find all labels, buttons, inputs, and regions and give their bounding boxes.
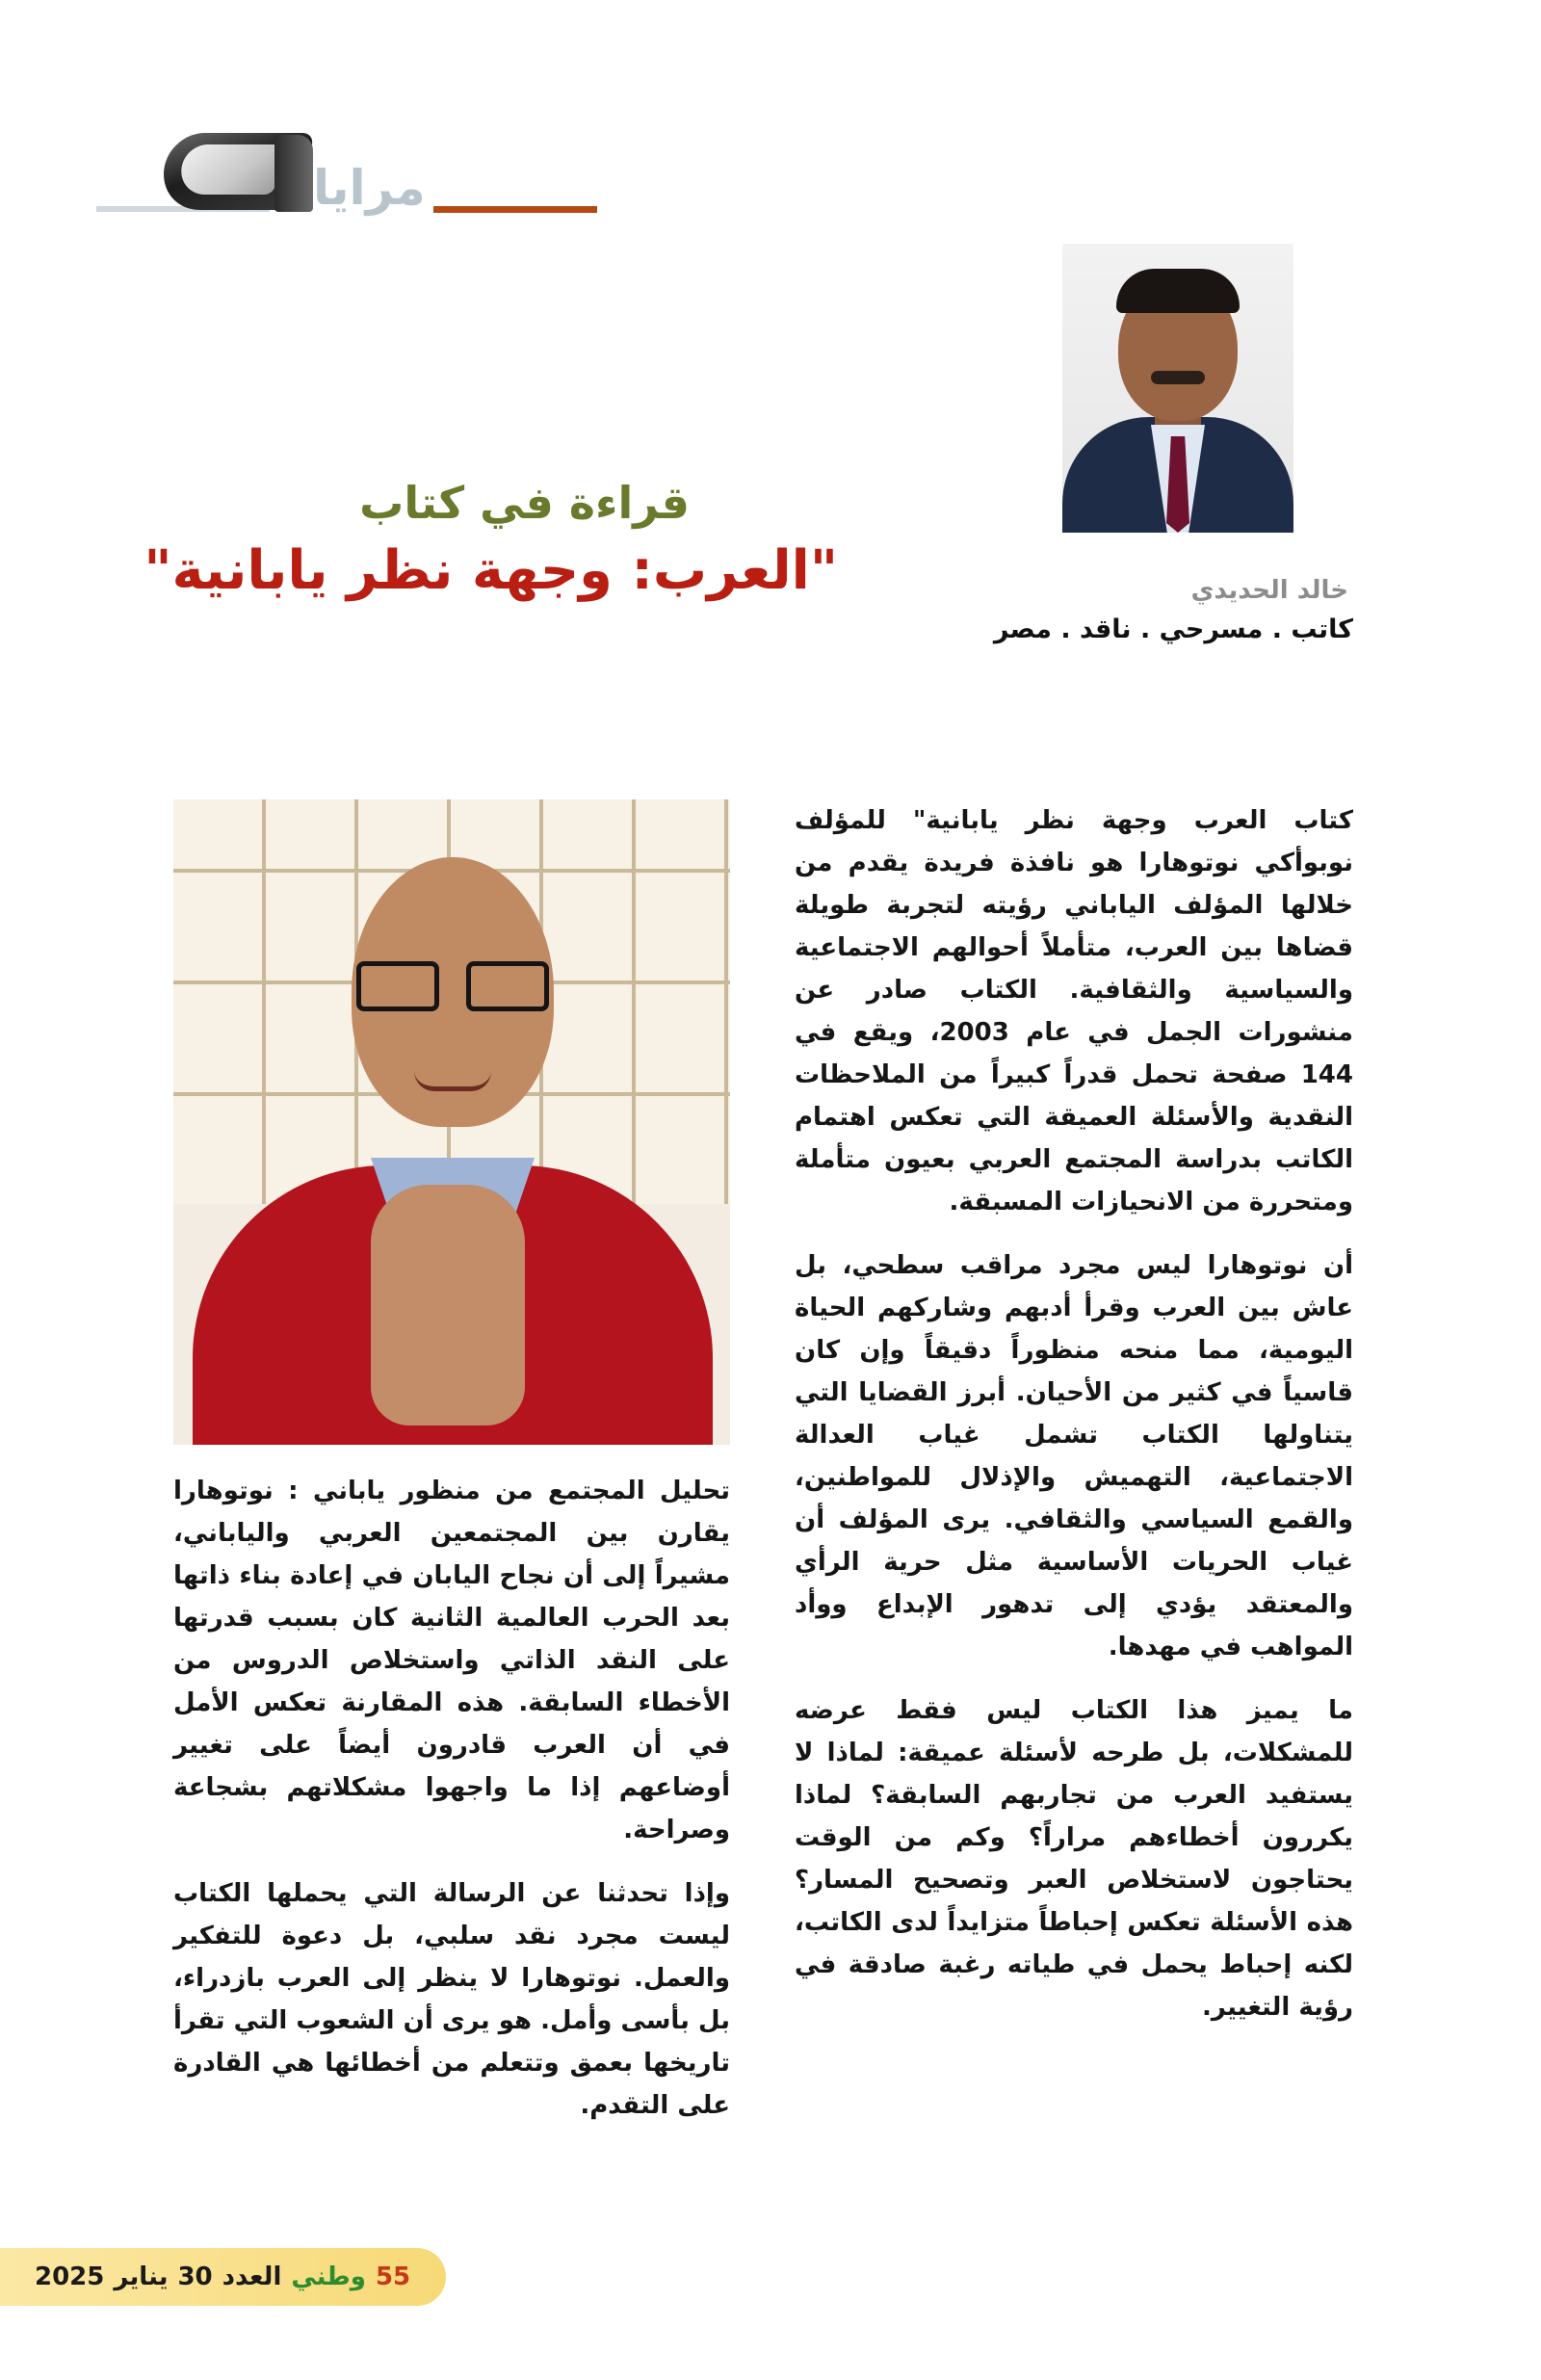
article-kicker: قراءة في كتاب: [359, 477, 690, 529]
author-role: كاتب . مسرحي . ناقد . مصر: [993, 615, 1353, 644]
footer-bar: [0, 2248, 446, 2306]
paragraph: تحليل المجتمع من منظور ياباني : نوتوهارا يقارن بين المجتمعين العربي والياباني، مشيراً إلى أن نجاح اليابان في إعادة بناء ذاتها بعد الحرب العالمية الثانية كان بسبب قدرتها على النقد الذاتي واستخلاص الدروس من الأخطاء السابقة. هذه المقارنة تعكس الأمل في أن العرب قادرون أيضاً على تغيير أوضاعهم إذا ما واجهوا مشكلاتهم بشجاعة وصراحة.: [173, 1477, 730, 1844]
footer-issue-label: العدد: [222, 2262, 282, 2291]
section-mark: [96, 125, 597, 222]
paragraph: وإذا تحدثنا عن الرسالة التي يحملها الكتاب ليست مجرد نقد سلبي، بل دعوة للتفكير والعمل. نوتوهارا لا ينظر إلى العرب بازدراء، بل بأسى وأمل. هو يرى أن الشعوب التي تقرأ تاريخها بعمق وتتعلم من أخطائها هي القادرة على التقدم.: [173, 1879, 730, 2120]
author-name: خالد الحديدي: [1190, 576, 1348, 605]
section-label: مرايا: [313, 160, 426, 216]
car-mirror-arm: [274, 135, 313, 212]
article-column-left: [173, 1470, 730, 2148]
author-photo: [1062, 244, 1293, 533]
footer-magazine: وطني: [291, 2262, 366, 2291]
footer-month: يناير: [114, 2262, 169, 2291]
paragraph: أن نوتوهارا ليس مجرد مراقب سطحي، بل عاش بين العرب وقرأ أدبهم وشاركهم الحياة اليومية، مما منحه منظوراً دقيقاً وإن كان قاسياً في كثير من الأحيان. أبرز القضايا التي يتناولها الكتاب تشمل غياب العدالة الاجتماعية، التهميش والإذلال للمواطنين، والقمع السياسي والثقافي. يرى المؤلف أن غياب الحريات الأساسية مثل حرية الرأي والمعتقد يؤدي إلى تدهور الإبداع ووأد المواهب في مهدها.: [795, 1251, 1353, 1661]
article-column-right: [795, 799, 1353, 2050]
article-headline: "العرب: وجهة نظر يابانية": [144, 539, 838, 602]
article-photo: [173, 799, 730, 1445]
paragraph: كتاب العرب وجهة نظر يابانية" للمؤلف نوبوأكي نوتوهارا هو نافذة فريدة يقدم من خلالها المؤلف الياباني رؤيته لتجربة طويلة قضاها بين العرب، متأملاً أحوالهم الاجتماعية والسياسية والثقافية. الكتاب صادر عن منشورات الجمل في عام 2003، ويقع في 144 صفحة تحمل قدراً كبيراً من الملاحظات النقدية والأسئلة العميقة التي تعكس اهتمام الكاتب بدراسة المجتمع العربي بعيون متأملة ومتحررة من الانحيازات المسبقة.: [795, 806, 1353, 1216]
page-number: 55: [375, 2262, 411, 2291]
footer-year: 2025: [35, 2262, 105, 2291]
paragraph: ما يميز هذا الكتاب ليس فقط عرضه للمشكلات، بل طرحه لأسئلة عميقة: لماذا لا يستفيد العرب من تجاربهم السابقة؟ لماذا يكررون أخطاءهم مراراً؟ وكم من الوقت يحتاجون لاستخلاص العبر وتصحيح المسار؟ هذه الأسئلة تعكس إحباطاً متزايداً لدى الكاتب، لكنه إحباط يحمل في طياته رغبة صادقة في رؤية التغيير.: [795, 1696, 1353, 2022]
section-rule-accent: [433, 206, 597, 213]
footer-issue-number: 30: [177, 2262, 213, 2291]
